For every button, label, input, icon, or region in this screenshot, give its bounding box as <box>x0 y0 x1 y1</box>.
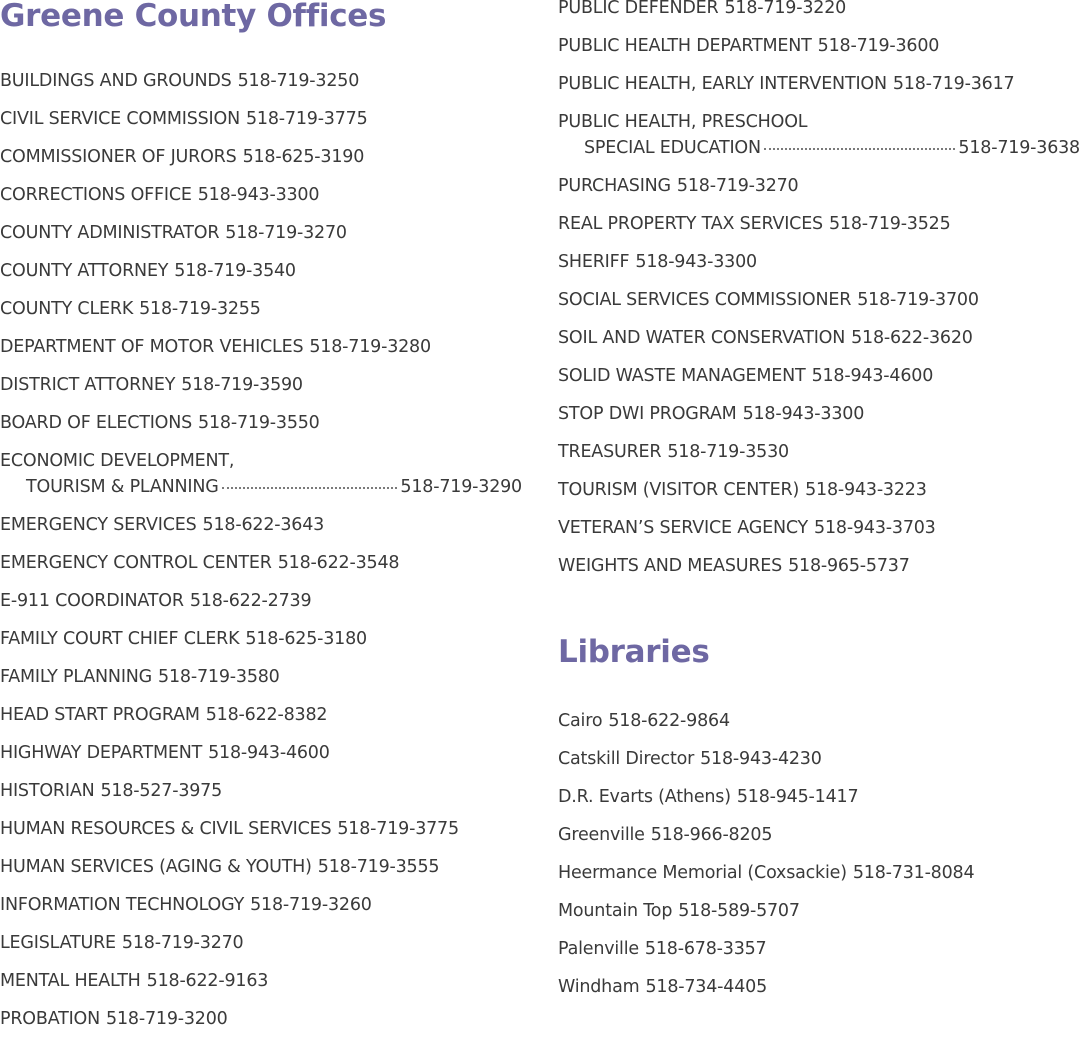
entry-name: EMERGENCY CONTROL CENTER <box>0 553 272 573</box>
directory-entry <box>0 68 522 106</box>
directory-entry <box>558 746 1080 784</box>
entry-row <box>0 258 296 284</box>
entry-name: VETERAN’S SERVICE AGENCY <box>558 518 809 538</box>
entry-phone[interactable]: 518-622-2739 <box>189 591 312 611</box>
directory-entry <box>558 287 1080 325</box>
entry-name: DEPARTMENT OF MOTOR VEHICLES <box>0 337 304 357</box>
directory-entry <box>558 515 1080 553</box>
directory-entry <box>0 106 522 144</box>
directory-entry <box>558 898 1080 936</box>
directory-entry <box>0 702 522 740</box>
entry-phone[interactable]: 518-719-3555 <box>317 857 440 877</box>
offices-list-right <box>558 0 1080 591</box>
entry-phone[interactable]: 518-731-8084 <box>852 863 975 883</box>
entry-row <box>558 515 936 541</box>
entry-name: PROBATION <box>0 1009 101 1029</box>
directory-entry <box>558 708 1080 746</box>
entry-phone[interactable]: 518-719-3540 <box>174 261 296 281</box>
directory-entry <box>0 968 522 1006</box>
entry-name: HISTORIAN <box>0 781 95 801</box>
directory-entry <box>0 1006 522 1044</box>
entry-row <box>0 664 280 690</box>
entry-row <box>0 816 459 842</box>
entry-phone[interactable]: 518-719-3270 <box>225 223 347 243</box>
entry-phone[interactable]: 518-719-3600 <box>817 36 940 56</box>
entry-row <box>558 553 910 579</box>
entry-phone[interactable]: 518-719-3260 <box>250 895 372 915</box>
directory-entry <box>0 626 522 664</box>
directory-entry <box>0 816 522 854</box>
offices-title: Greene County Offices <box>0 0 387 34</box>
directory-entry <box>558 325 1080 363</box>
entry-name-line1: PUBLIC HEALTH, PRESCHOOL <box>558 112 808 132</box>
entry-phone[interactable]: 518-943-3223 <box>805 480 927 500</box>
entry-name: LEGISLATURE <box>0 933 116 953</box>
libraries-list <box>558 708 1080 1012</box>
entry-name: COUNTY ATTORNEY <box>0 261 169 281</box>
entry-row <box>558 325 973 351</box>
entry-name: COMMISSIONER OF JURORS <box>0 147 237 167</box>
entry-phone[interactable]: 518-719-3550 <box>198 413 320 433</box>
entry-name: COUNTY ADMINISTRATOR <box>0 223 220 243</box>
entry-name: Mountain Top <box>558 901 673 921</box>
entry-name: SOCIAL SERVICES COMMISSIONER <box>558 290 852 310</box>
entry-row <box>0 550 399 576</box>
entry-name: COUNTY CLERK <box>0 299 134 319</box>
entry-phone[interactable]: 518-589-5707 <box>678 901 800 921</box>
directory-entry <box>558 822 1080 860</box>
entry-name: TOURISM & PLANNING <box>26 477 219 497</box>
entry-name: Cairo <box>558 711 603 731</box>
entry-phone[interactable]: 518-943-3300 <box>635 252 757 272</box>
directory-entry <box>0 930 522 968</box>
directory-entry <box>558 784 1080 822</box>
entry-name: BUILDINGS AND GROUNDS <box>0 71 232 91</box>
entry-name: HEAD START PROGRAM <box>0 705 200 725</box>
entry-phone[interactable]: 518-719-3530 <box>667 442 789 462</box>
entry-name: REAL PROPERTY TAX SERVICES <box>558 214 823 234</box>
directory-entry <box>558 0 1080 33</box>
entry-row <box>0 930 244 956</box>
entry-name-line1: ECONOMIC DEVELOPMENT, <box>0 451 235 471</box>
entry-phone[interactable]: 518-622-3620 <box>851 328 973 348</box>
entry-row <box>0 626 367 652</box>
entry-row <box>558 784 858 810</box>
entry-row <box>0 854 439 880</box>
directory-entry <box>0 740 522 778</box>
entry-row <box>0 410 320 436</box>
entry-name: STOP DWI PROGRAM <box>558 404 737 424</box>
entry-phone[interactable]: 518-719-3638 <box>958 138 1080 158</box>
entry-phone[interactable]: 518-965-5737 <box>788 556 910 576</box>
directory-entry <box>558 439 1080 477</box>
entry-name: CORRECTIONS OFFICE <box>0 185 192 205</box>
entry-phone[interactable]: 518-622-9163 <box>146 971 269 991</box>
entry-phone[interactable]: 518-719-3775 <box>337 819 459 839</box>
entry-phone[interactable]: 518-719-3270 <box>121 933 244 953</box>
directory-entry <box>0 334 522 372</box>
directory-entry <box>0 258 522 296</box>
entry-row <box>0 144 364 170</box>
entry-name: HIGHWAY DEPARTMENT <box>0 743 203 763</box>
entry-phone[interactable]: 518-943-3703 <box>814 518 936 538</box>
entry-phone[interactable]: 518-943-4230 <box>700 749 822 769</box>
entry-phone[interactable]: 518-943-3300 <box>197 185 320 205</box>
entry-row <box>558 746 822 772</box>
entry-name: SOLID WASTE MANAGEMENT <box>558 366 806 386</box>
entry-name: WEIGHTS AND MEASURES <box>558 556 783 576</box>
entry-name: HUMAN SERVICES (AGING & YOUTH) <box>0 857 312 877</box>
entry-row <box>0 778 222 804</box>
entry-row <box>0 220 347 246</box>
entry-name: DISTRICT ATTORNEY <box>0 375 176 395</box>
entry-phone[interactable]: 518-943-4600 <box>208 743 330 763</box>
entry-row <box>558 249 757 275</box>
entry-name: SPECIAL EDUCATION <box>584 138 761 158</box>
entry-row <box>558 439 789 465</box>
entry-name: PUBLIC HEALTH DEPARTMENT <box>558 36 812 56</box>
entry-name: PURCHASING <box>558 176 671 196</box>
entry-name: TOURISM (VISITOR CENTER) <box>558 480 800 500</box>
entry-name: BOARD OF ELECTIONS <box>0 413 193 433</box>
entry-name: D.R. Evarts (Athens) <box>558 787 731 807</box>
directory-entry <box>0 512 522 550</box>
entry-phone[interactable]: 518-622-9864 <box>608 711 730 731</box>
entry-name: Greenville <box>558 825 645 845</box>
directory-entry <box>0 182 522 220</box>
entry-phone[interactable]: 518-625-3180 <box>245 629 367 649</box>
entry-name: FAMILY COURT CHIEF CLERK <box>0 629 240 649</box>
directory-entry <box>0 410 522 448</box>
entry-row <box>558 135 1080 161</box>
entry-row <box>0 892 372 918</box>
entry-phone[interactable]: 518-719-3270 <box>676 176 799 196</box>
entry-phone[interactable]: 518-719-3255 <box>139 299 261 319</box>
directory-entry <box>558 33 1080 71</box>
entry-phone[interactable]: 518-622-8382 <box>205 705 328 725</box>
directory-entry <box>558 401 1080 439</box>
entry-row <box>558 33 939 59</box>
directory-entry <box>0 854 522 892</box>
directory-entry <box>0 664 522 702</box>
directory-entry <box>558 173 1080 211</box>
entry-name: Palenville <box>558 939 639 959</box>
entry-row <box>558 898 800 924</box>
entry-row <box>558 822 772 848</box>
directory-entry <box>558 553 1080 591</box>
entry-row <box>0 512 324 538</box>
entry-row <box>0 1006 228 1032</box>
entry-phone[interactable]: 518-966-8205 <box>650 825 773 845</box>
libraries-title: Libraries <box>558 634 710 670</box>
entry-phone[interactable]: 518-719-3617 <box>892 74 1015 94</box>
entry-phone[interactable]: 518-622-3548 <box>277 553 400 573</box>
entry-phone[interactable]: 518-719-3280 <box>309 337 431 357</box>
directory-entry <box>0 550 522 588</box>
directory-entry <box>558 477 1080 515</box>
entry-phone[interactable]: 518-943-3300 <box>742 404 865 424</box>
entry-name: INFORMATION TECHNOLOGY <box>0 895 245 915</box>
entry-row <box>558 401 864 427</box>
entry-phone[interactable]: 518-734-4405 <box>645 977 768 997</box>
entry-name: Catskill Director <box>558 749 695 769</box>
entry-name: FAMILY PLANNING <box>0 667 153 687</box>
entry-name: SOIL AND WATER CONSERVATION <box>558 328 846 348</box>
entry-row <box>0 740 330 766</box>
directory-entry <box>558 71 1080 109</box>
entry-row <box>0 372 303 398</box>
directory-entry <box>558 974 1080 1012</box>
entry-row <box>558 211 951 237</box>
entry-row <box>0 182 319 208</box>
entry-name: PUBLIC HEALTH, EARLY INTERVENTION <box>558 74 887 94</box>
entry-row <box>0 474 522 500</box>
entry-name: Heermance Memorial (Coxsackie) <box>558 863 847 883</box>
entry-row <box>558 936 767 962</box>
directory-entry <box>558 363 1080 401</box>
entry-row <box>0 106 368 132</box>
entry-row <box>0 334 431 360</box>
directory-entry <box>0 144 522 182</box>
entry-phone[interactable]: 518-719-3700 <box>857 290 979 310</box>
entry-row <box>0 68 359 94</box>
entry-phone[interactable]: 518-622-3643 <box>202 515 325 535</box>
entry-phone[interactable]: 518-945-1417 <box>736 787 859 807</box>
entry-row <box>558 860 974 886</box>
entry-name: PUBLIC DEFENDER <box>558 0 719 18</box>
entry-phone[interactable]: 518-678-3357 <box>644 939 767 959</box>
entry-row <box>0 702 327 728</box>
entry-row <box>558 173 799 199</box>
entry-row <box>0 588 311 614</box>
entry-row <box>558 477 927 503</box>
directory-entry <box>0 372 522 410</box>
entry-row <box>0 968 268 994</box>
directory-entry <box>0 588 522 626</box>
entry-phone[interactable]: 518-527-3975 <box>100 781 223 801</box>
entry-name: HUMAN RESOURCES & CIVIL SERVICES <box>0 819 332 839</box>
directory-entry <box>0 778 522 816</box>
dot-leader <box>222 486 398 489</box>
directory-entry <box>558 109 1080 173</box>
entry-row <box>558 974 767 1000</box>
entry-row <box>558 0 846 21</box>
entry-phone[interactable]: 518-719-3590 <box>181 375 303 395</box>
entry-row <box>558 71 1014 97</box>
entry-phone[interactable]: 518-719-3290 <box>400 477 522 497</box>
entry-phone[interactable]: 518-719-3200 <box>106 1009 228 1029</box>
entry-phone[interactable]: 518-943-4600 <box>811 366 934 386</box>
entry-phone[interactable]: 518-719-3250 <box>237 71 360 91</box>
entry-phone[interactable]: 518-719-3775 <box>245 109 368 129</box>
entry-name: E-911 COORDINATOR <box>0 591 184 611</box>
entry-phone[interactable]: 518-719-3525 <box>828 214 951 234</box>
directory-entry <box>0 296 522 334</box>
dot-leader <box>764 147 956 150</box>
entry-name: TREASURER <box>558 442 662 462</box>
directory-entry <box>0 448 522 512</box>
entry-row <box>558 287 979 313</box>
directory-entry <box>558 860 1080 898</box>
entry-name: SHERIFF <box>558 252 630 272</box>
offices-list-left <box>0 68 522 1044</box>
directory-entry <box>0 220 522 258</box>
directory-entry <box>558 211 1080 249</box>
directory-entry <box>558 249 1080 287</box>
entry-name: MENTAL HEALTH <box>0 971 141 991</box>
entry-row <box>0 296 261 322</box>
entry-name: EMERGENCY SERVICES <box>0 515 197 535</box>
entry-phone[interactable]: 518-625-3190 <box>242 147 365 167</box>
entry-name: Windham <box>558 977 640 997</box>
entry-phone[interactable]: 518-719-3220 <box>724 0 847 18</box>
directory-entry <box>558 936 1080 974</box>
entry-name: CIVIL SERVICE COMMISSION <box>0 109 240 129</box>
entry-row <box>558 363 933 389</box>
entry-phone[interactable]: 518-719-3580 <box>158 667 280 687</box>
entry-row <box>558 708 730 734</box>
directory-entry <box>0 892 522 930</box>
